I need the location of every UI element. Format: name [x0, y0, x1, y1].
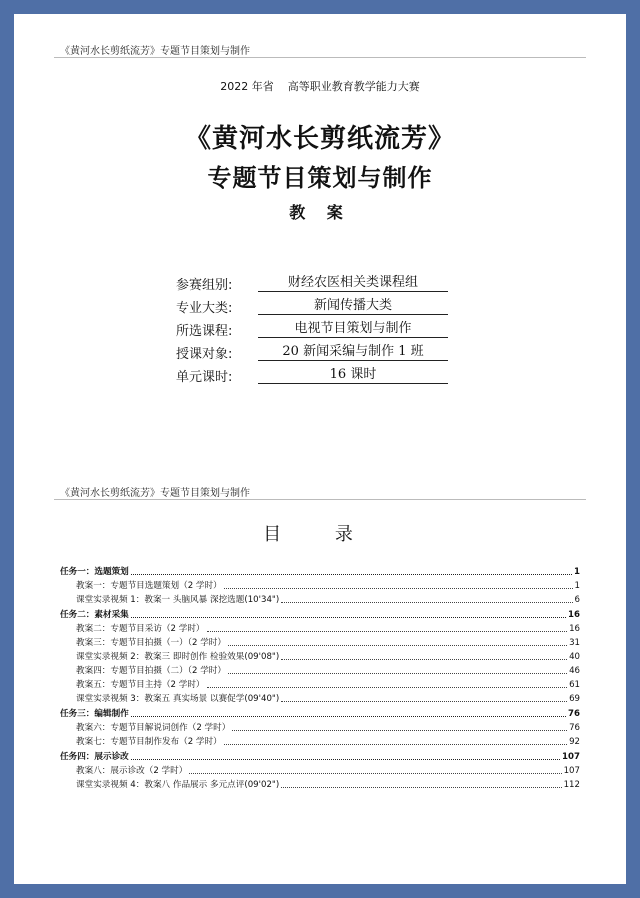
info-row: [176, 297, 476, 317]
toc-leader: [228, 645, 567, 646]
toc-page-number: 76: [569, 723, 580, 733]
toc-entry[interactable]: [60, 578, 580, 592]
toc-entry-text: 教案八：展示诊改（2 学时）: [76, 766, 188, 776]
toc-page-number: 1: [574, 581, 580, 591]
toc-entry[interactable]: [60, 763, 580, 777]
toc-page-number: 16: [569, 624, 580, 634]
toc-entry-text: 任务三：编辑制作: [60, 709, 129, 719]
toc-entry-text: 课堂实录视频 1：教案一 头脑风暴 深挖选题(10'34"): [76, 595, 280, 605]
toc-entry-text: 教案五：专题节目主持（2 学时）: [76, 680, 205, 690]
toc-leader: [224, 588, 573, 589]
subtitle: 专题节目策划与制作: [207, 163, 433, 192]
toc-page-number: 40: [569, 652, 580, 662]
toc-leader: [281, 659, 567, 660]
info-value: 新闻传播大类: [258, 297, 448, 315]
info-label: 授课对象:: [176, 347, 233, 362]
toc-entry[interactable]: [60, 677, 580, 691]
toc-page-number: 112: [563, 780, 580, 790]
toc-entry-text: 课堂实录视频 2：教案三 即时创作 检验效果(09'08"): [76, 652, 280, 662]
toc-entry[interactable]: [60, 734, 580, 748]
toc-leader: [281, 701, 567, 702]
toc-entry-text: 教案四：专题节目拍摄（二）（2 学时）: [76, 666, 226, 676]
toc-entry[interactable]: [60, 720, 580, 734]
toc-leader: [189, 773, 561, 774]
toc-entry[interactable]: [60, 592, 580, 606]
page-header-2: 《黄河水长剪纸流芳》专题节目策划与制作: [60, 488, 250, 499]
toc-title: 目 录: [263, 524, 377, 545]
page-header: 《黄河水长剪纸流芳》专题节目策划与制作: [60, 46, 250, 57]
toc-entry-text: 教案一：专题节目选题策划（2 学时）: [76, 581, 222, 591]
info-label: 参赛组别:: [176, 278, 233, 293]
header-divider: [54, 57, 586, 58]
info-label: 专业大类:: [176, 301, 233, 316]
toc-leader: [281, 602, 572, 603]
toc-leader: [131, 617, 566, 618]
toc-entry-text: 教案七：专题节目制作发布（2 学时）: [76, 737, 222, 747]
info-value: 16 课时: [258, 366, 448, 384]
toc-leader: [131, 759, 560, 760]
info-row: [176, 320, 476, 340]
document-page: [14, 14, 626, 884]
document-type: 教 案: [289, 203, 351, 222]
toc-entry[interactable]: [60, 691, 580, 705]
info-label: 单元课时:: [176, 370, 233, 385]
toc-entry[interactable]: [60, 635, 580, 649]
toc-leader: [228, 673, 567, 674]
info-value: 20 新闻采编与制作 1 班: [258, 343, 448, 361]
toc-entry[interactable]: [60, 621, 580, 635]
toc-entry-text: 课堂实录视频 4：教案八 作品展示 多元点评(09'02"): [76, 780, 280, 790]
toc-entry-text: 任务一：选题策划: [60, 567, 129, 577]
toc-entry-text: 教案六：专题节目解说词创作（2 学时）: [76, 723, 231, 733]
toc-leader: [131, 574, 572, 575]
toc-page-number: 61: [569, 680, 580, 690]
toc-page-number: 16: [568, 610, 580, 620]
toc-entry[interactable]: [60, 749, 580, 763]
toc-page-number: 1: [574, 567, 580, 577]
toc-entry[interactable]: [60, 706, 580, 720]
competition-line: 2022 年省 高等职业教育教学能力大赛: [220, 80, 420, 93]
toc-leader: [207, 687, 568, 688]
toc-leader: [224, 744, 567, 745]
toc-page-number: 92: [569, 737, 580, 747]
toc-entry-text: 教案三：专题节目拍摄（一）（2 学时）: [76, 638, 226, 648]
toc-page-number: 107: [563, 766, 580, 776]
toc-page-number: 6: [574, 595, 580, 605]
toc-page-number: 107: [562, 752, 580, 762]
toc-entry-text: 教案二：专题节目采访（2 学时）: [76, 624, 205, 634]
toc-entry[interactable]: [60, 663, 580, 677]
info-row: [176, 343, 476, 363]
main-title: 《黄河水长剪纸流芳》: [184, 124, 455, 154]
toc-entry[interactable]: [60, 607, 580, 621]
toc-leader: [232, 730, 567, 731]
header-divider-2: [54, 499, 586, 500]
info-label: 所选课程:: [176, 324, 233, 339]
info-row: [176, 366, 476, 386]
toc-page-number: 46: [569, 666, 580, 676]
info-value: 电视节目策划与制作: [258, 320, 448, 338]
toc-entry[interactable]: [60, 777, 580, 791]
toc-page-number: 69: [569, 694, 580, 704]
toc-page-number: 76: [568, 709, 580, 719]
toc-entry-text: 课堂实录视频 3：教案五 真实场景 以赛促学(09'40"): [76, 694, 280, 704]
toc-entry-text: 任务二：素材采集: [60, 610, 129, 620]
toc-leader: [131, 716, 566, 717]
info-row: [176, 274, 476, 294]
toc-page-number: 31: [569, 638, 580, 648]
toc-leader: [207, 631, 568, 632]
toc-entry[interactable]: [60, 564, 580, 578]
info-value: 财经农医相关类课程组: [258, 274, 448, 292]
toc-leader: [281, 787, 561, 788]
toc-entry-text: 任务四：展示诊改: [60, 752, 129, 762]
toc-entry[interactable]: [60, 649, 580, 663]
